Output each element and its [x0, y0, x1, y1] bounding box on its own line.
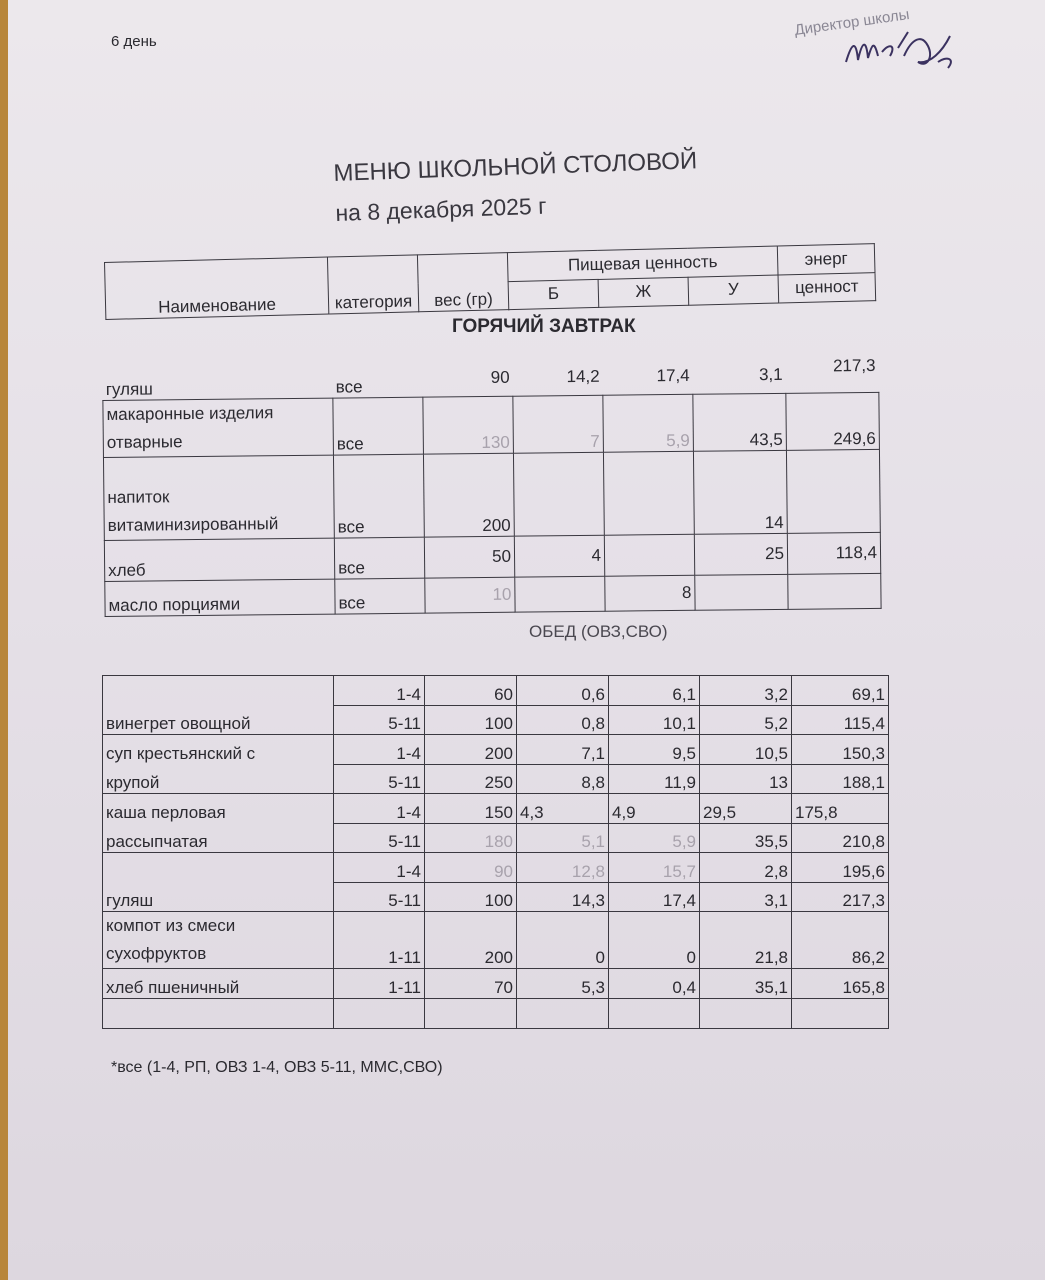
dish-protein — [515, 576, 605, 612]
dish-weight: 250 — [425, 764, 517, 794]
table-row — [105, 573, 881, 616]
dish-fat: 10,1 — [609, 705, 700, 735]
dish-name: гуляш — [103, 882, 334, 912]
dish-energy: 175,8 — [792, 794, 889, 824]
col-category-header: категория — [327, 255, 418, 314]
col-fat-header: Ж — [598, 277, 689, 308]
dish-carb: 3,2 — [700, 676, 792, 706]
dish-category: все — [334, 537, 424, 579]
dish-protein: 0,6 — [517, 676, 609, 706]
dish-energy: 217,3 — [792, 882, 889, 912]
dish-carb: 14 — [693, 450, 787, 534]
dish-weight: 200 — [425, 735, 517, 765]
dish-weight: 10 — [425, 577, 515, 613]
footnote: *все (1-4, РП, ОВЗ 1-4, ОВЗ 5-11, ММС,СВО) — [111, 1059, 443, 1076]
col-weight-header: вес (гр) — [417, 253, 508, 312]
dish-energy: 118,4 — [787, 532, 880, 574]
dish-carb: 5,2 — [700, 705, 792, 735]
dish-energy: 217,3 — [832, 355, 876, 376]
dish-energy — [788, 573, 881, 609]
dish-weight: 130 — [423, 396, 514, 454]
dish-fat: 11,9 — [609, 764, 700, 794]
dish-fat — [604, 534, 694, 576]
dish-energy — [786, 449, 880, 533]
day-label: 6 день — [111, 33, 157, 50]
breakfast-table — [102, 356, 882, 617]
dish-carb: 29,5 — [700, 794, 792, 824]
dish-fat: 4,9 — [609, 794, 700, 824]
dish-category: 1-11 — [334, 912, 425, 969]
dish-fat — [609, 999, 700, 1029]
dish-energy: 150,3 — [792, 735, 889, 765]
table-row — [103, 705, 889, 735]
dish-carb: 35,5 — [700, 823, 792, 853]
dish-carb: 10,5 — [700, 735, 792, 765]
dish-name: макаронные изделия отварные — [103, 398, 334, 457]
dish-category: 1-4 — [334, 853, 425, 883]
dish-protein: 5,1 — [517, 823, 609, 853]
dish-protein: 7 — [513, 395, 604, 453]
dish-fat — [603, 451, 694, 535]
dish-energy: 210,8 — [792, 823, 889, 853]
dish-energy: 165,8 — [792, 969, 889, 999]
dish-fat: 0 — [609, 912, 700, 969]
dish-fat: 6,1 — [609, 676, 700, 706]
dish-category: 1-4 — [334, 794, 425, 824]
col-name-header: Наименование — [105, 257, 329, 319]
table-row — [103, 449, 880, 540]
dish-weight: 200 — [425, 912, 517, 969]
dish-category: все — [335, 377, 363, 397]
table-row — [103, 969, 889, 999]
dish-name: каша перловая — [103, 794, 334, 824]
dish-name — [103, 853, 334, 883]
dish-energy: 69,1 — [792, 676, 889, 706]
col-carb-header: У — [688, 275, 779, 306]
dish-weight: 150 — [425, 794, 517, 824]
dish-carb: 3,1 — [700, 882, 792, 912]
dish-fat: 15,7 — [609, 853, 700, 883]
table-row — [103, 823, 889, 853]
dish-energy: 86,2 — [792, 912, 889, 969]
dish-fat: 0,4 — [609, 969, 700, 999]
dish-name: крупой — [103, 764, 334, 794]
dish-protein — [513, 452, 604, 536]
dish-weight: 100 — [425, 882, 517, 912]
dish-category: 5-11 — [334, 823, 425, 853]
page-title: МЕНЮ ШКОЛЬНОЙ СТОЛОВОЙ — [333, 147, 698, 187]
dish-protein: 0 — [517, 912, 609, 969]
dish-category: 1-11 — [334, 969, 425, 999]
col-energy-header-bottom: ценност — [778, 272, 876, 303]
table-row — [103, 392, 880, 457]
dish-weight: 90 — [425, 853, 517, 883]
dish-name: напиток витаминизированный — [103, 455, 334, 540]
dish-protein: 4 — [514, 535, 604, 577]
dish-name: суп крестьянский с — [103, 735, 334, 765]
table-row — [103, 676, 889, 706]
lunch-table — [102, 675, 889, 1029]
dish-energy — [792, 999, 889, 1029]
dish-carb: 43,5 — [693, 393, 787, 451]
dish-fat: 17,4 — [656, 365, 690, 386]
dish-fat: 9,5 — [609, 735, 700, 765]
dish-fat: 17,4 — [609, 882, 700, 912]
dish-protein: 0,8 — [517, 705, 609, 735]
table-row — [103, 999, 889, 1029]
dish-category: 5-11 — [334, 882, 425, 912]
dish-protein: 5,3 — [517, 969, 609, 999]
dish-category: все — [335, 578, 425, 614]
dish-name — [103, 999, 334, 1029]
dish-carb — [695, 574, 788, 610]
dish-category — [334, 999, 425, 1029]
dish-carb: 13 — [700, 764, 792, 794]
table-row — [103, 912, 889, 969]
col-energy-header-top: энерг — [777, 244, 875, 275]
dish-name: винегрет овощной — [103, 705, 334, 735]
dish-name: рассыпчатая — [103, 823, 334, 853]
dish-energy: 115,4 — [792, 705, 889, 735]
dish-protein: 14,3 — [517, 882, 609, 912]
dish-name — [103, 676, 334, 706]
dish-fat: 5,9 — [603, 394, 694, 452]
dish-weight — [425, 999, 517, 1029]
dish-carb — [700, 999, 792, 1029]
signature-icon — [838, 12, 978, 82]
dish-category: 1-4 — [334, 735, 425, 765]
dish-energy: 249,6 — [786, 392, 880, 450]
dish-category: 5-11 — [334, 705, 425, 735]
dish-fat: 8 — [605, 575, 695, 611]
dish-energy: 188,1 — [792, 764, 889, 794]
dish-weight: 50 — [424, 536, 514, 578]
dish-name: гуляш — [105, 379, 153, 399]
dish-name: хлеб пшеничный — [103, 969, 334, 999]
dish-weight: 180 — [425, 823, 517, 853]
col-protein-header: Б — [508, 279, 599, 310]
dish-carb: 21,8 — [700, 912, 792, 969]
director-stamp: Директор школы — [793, 6, 911, 39]
dish-category: все — [333, 397, 424, 455]
dish-name: масло порциями — [105, 579, 335, 616]
dish-carb: 35,1 — [700, 969, 792, 999]
dish-protein: 7,1 — [517, 735, 609, 765]
section-title-breakfast: ГОРЯЧИЙ ЗАВТРАК — [452, 316, 636, 337]
paper-sheet — [8, 0, 1045, 1280]
dish-category: все — [333, 454, 424, 538]
dish-protein — [517, 999, 609, 1029]
dish-weight: 200 — [423, 453, 514, 537]
dish-fat: 5,9 — [609, 823, 700, 853]
col-nutrition-header: Пищевая ценность — [507, 246, 778, 281]
page-date: на 8 декабря 2025 г — [335, 192, 547, 226]
dish-weight: 60 — [425, 676, 517, 706]
dish-weight: 70 — [425, 969, 517, 999]
table-row — [103, 853, 889, 883]
table-row — [103, 794, 889, 824]
dish-name: хлеб — [104, 538, 334, 581]
dish-protein: 14,2 — [566, 366, 600, 387]
table-row — [103, 735, 889, 765]
dish-weight: 100 — [425, 705, 517, 735]
dish-name: компот из смеси сухофруктов — [103, 912, 334, 969]
dish-carb: 3,1 — [758, 364, 783, 385]
dish-weight: 90 — [490, 367, 510, 387]
section-title-lunch: ОБЕД (ОВЗ,СВО) — [529, 622, 668, 641]
dish-category: 5-11 — [334, 764, 425, 794]
dish-carb: 25 — [694, 533, 787, 575]
dish-protein: 4,3 — [517, 794, 609, 824]
dish-protein: 8,8 — [517, 764, 609, 794]
table-row — [103, 764, 889, 794]
column-header-table — [104, 243, 876, 320]
dish-carb: 2,8 — [700, 853, 792, 883]
dish-protein: 12,8 — [517, 853, 609, 883]
dish-category: 1-4 — [334, 676, 425, 706]
table-row — [103, 882, 889, 912]
dish-energy: 195,6 — [792, 853, 889, 883]
